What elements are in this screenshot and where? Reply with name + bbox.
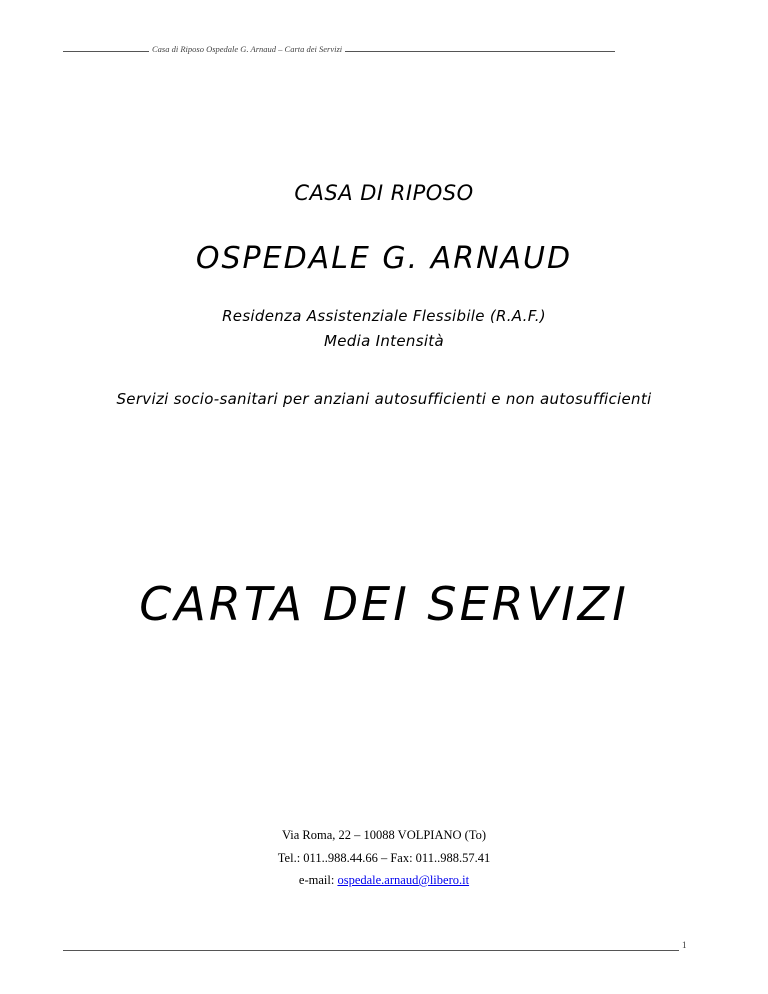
services-description: Servizi socio-sanitari per anziani autosufficienti e non autosufficienti — [116, 390, 652, 408]
email-label: e-mail: — [298, 873, 338, 887]
email-line — [0, 873, 768, 888]
footer-rule — [63, 950, 679, 951]
institution-name: OSPEDALE G. ARNAUD — [195, 241, 573, 276]
email-link[interactable]: ospedale.arnaud@libero.it — [337, 873, 470, 887]
phone-fax-line: Tel.: 011..988.44.66 – Fax: 011..988.57.41 — [277, 851, 491, 865]
address-line: Via Roma, 22 – 10088 VOLPIANO (To) — [281, 828, 487, 842]
header-rule-left — [63, 51, 149, 52]
document-title: CARTA DEI SERVIZI — [139, 577, 629, 631]
subtitle-line-2: Media Intensità — [324, 332, 444, 350]
page-number: 1 — [682, 940, 687, 950]
subtitle-line-1: Residenza Assistenziale Flessibile (R.A.F.) — [222, 307, 546, 325]
running-header — [63, 44, 615, 54]
header-rule-right — [345, 51, 615, 52]
header-title: Casa di Riposo Ospedale G. Arnaud – Carta dei Servizi — [152, 44, 343, 54]
kicker-title: CASA DI RIPOSO — [294, 181, 474, 205]
